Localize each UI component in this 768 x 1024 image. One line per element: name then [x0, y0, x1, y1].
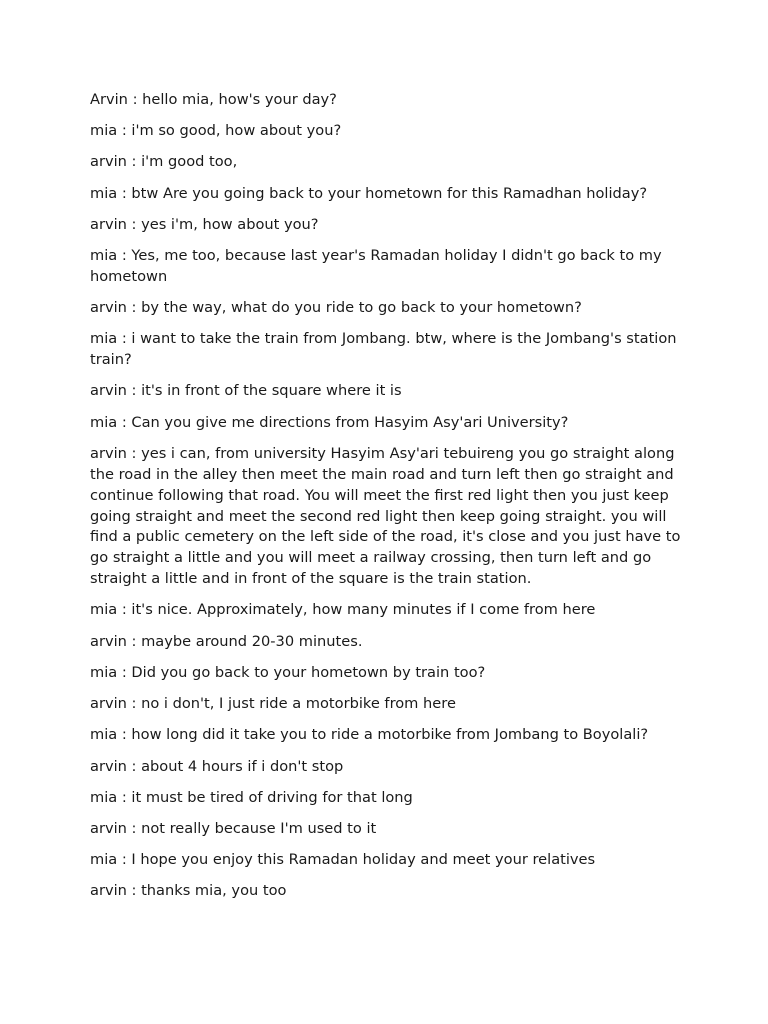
dialogue-line: mia : I hope you enjoy this Ramadan holiday and meet your relatives [90, 851, 596, 869]
dialogue-line: arvin : no i don't, I just ride a motorbike from here [90, 695, 456, 713]
dialogue-line: mia : Can you give me directions from Hasyim Asy'ari University? [90, 413, 569, 431]
dialogue-line: arvin : about 4 hours if i don't stop [90, 757, 344, 775]
dialogue-line: mia : btw Are you going back to your hometown for this Ramadhan holiday? [90, 184, 648, 202]
dialogue-line: arvin : by the way, what do you ride to go back to your hometown? [90, 299, 582, 317]
dialogue-line: mia : i'm so good, how about you? [90, 122, 342, 140]
dialogue-line: mia : it's nice. Approximately, how many minutes if I come from here [90, 601, 596, 619]
dialogue-line: arvin : thanks mia, you too [90, 882, 287, 900]
dialogue-line: arvin : i'm good too, [90, 153, 238, 171]
dialogue-line: mia : it must be tired of driving for that long [90, 788, 413, 806]
dialogue-document [90, 90, 690, 913]
dialogue-line: mia : Yes, me too, because last year's Ramadan holiday I didn't go back to my hometown [90, 247, 662, 285]
dialogue-line: mia : i want to take the train from Jombang. btw, where is the Jombang's station train? [90, 330, 677, 369]
dialogue-line: arvin : maybe around 20-30 minutes. [90, 632, 363, 650]
dialogue-line: mia : Did you go back to your hometown by train too? [90, 663, 486, 681]
dialogue-line: mia : how long did it take you to ride a motorbike from Jombang to Boyolali? [90, 726, 649, 744]
dialogue-line: arvin : not really because I'm used to it [90, 819, 377, 837]
dialogue-line: arvin : it's in front of the square where it is [90, 382, 402, 400]
dialogue-line: Arvin : hello mia, how's your day? [90, 91, 337, 108]
dialogue-line: arvin : yes i'm, how about you? [90, 215, 319, 233]
dialogue-line: arvin : yes i can, from university Hasyim Asy'ari tebuireng you go straight along the road in the alley then meet the main road and turn left then go straight and continue following that road. You will meet the first red light then you just keep going straight and meet the second red light then keep going straight. you will find a public cemetery on the left side of the road, it's close and you just have to go straight a little and you will meet a railway crossing, then turn left and go straight a little and in front of the square is the train station. [90, 444, 681, 588]
